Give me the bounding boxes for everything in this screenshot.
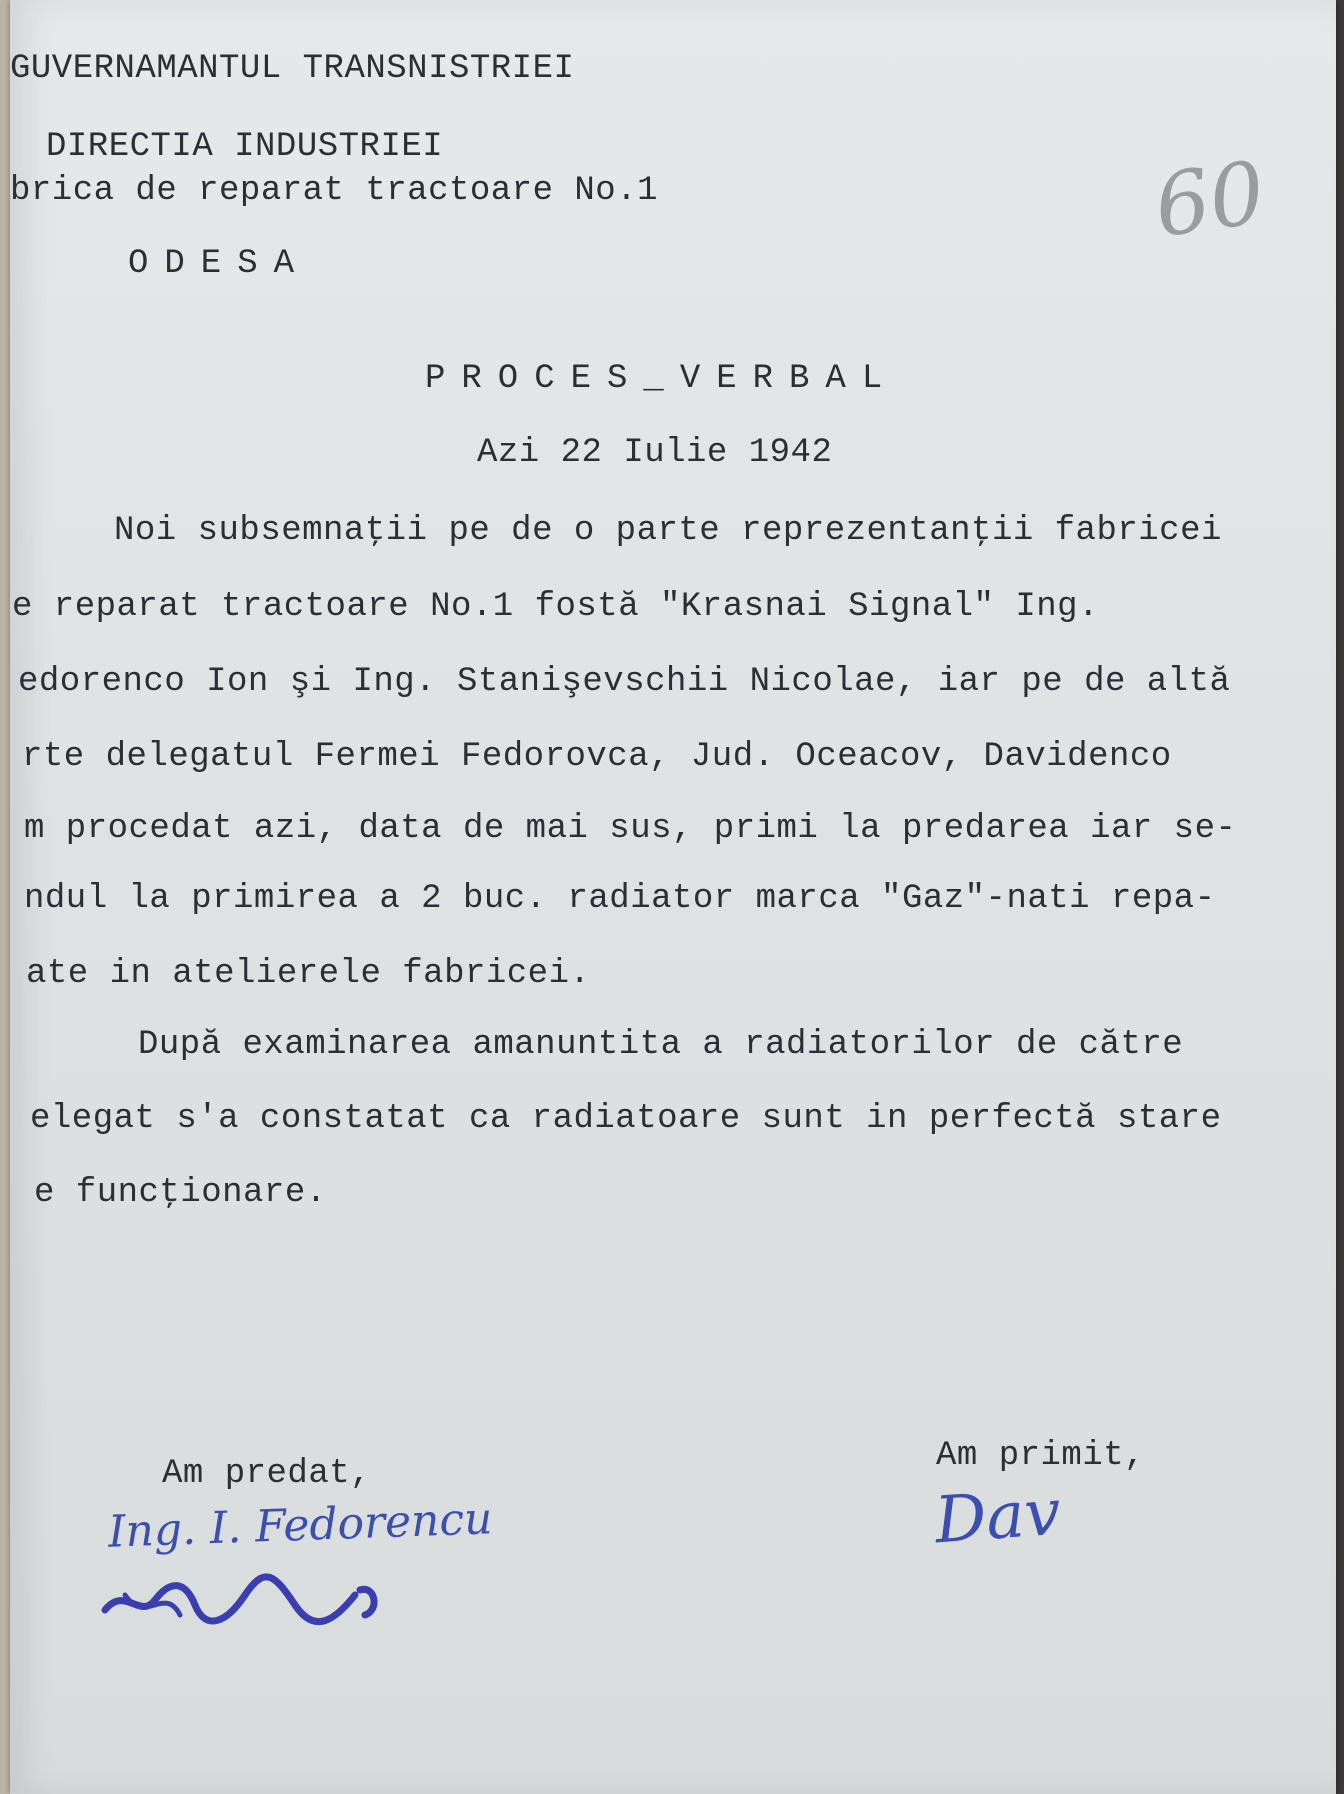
document-page	[10, 0, 1336, 1794]
body-line: ate in atelierele fabricei.	[26, 955, 591, 993]
received-label: Am primit,	[936, 1437, 1146, 1475]
body-line: Noi subsemnaţii pe de o parte reprezentanţii fabricei	[114, 512, 1222, 550]
header-factory: brica de reparat tractoare No.1	[10, 172, 659, 210]
header-government: GUVERNAMANTUL TRANSNISTRIEI	[10, 50, 575, 88]
handover-signature: Ing. I. Fedorencu	[107, 1493, 494, 1558]
body-line: e funcţionare.	[34, 1174, 327, 1212]
handover-label: Am predat,	[162, 1455, 372, 1493]
header-directorate: DIRECTIA INDUSTRIEI	[46, 128, 444, 166]
body-line: După examinarea amanuntita a radiatorilor de către	[138, 1026, 1184, 1064]
document-title: PROCES_VERBAL	[425, 360, 899, 398]
body-line: rte delegatul Fermei Fedorovca, Jud. Oceacov, Davidenco	[22, 738, 1172, 776]
page-edge-shadow	[1336, 0, 1344, 1794]
received-signature: Dav	[932, 1475, 1064, 1559]
header-city: ODESA	[128, 245, 311, 283]
body-line: elegat s'a constatat ca radiatoare sunt in perfectă stare	[30, 1100, 1222, 1138]
document-date: Azi 22 Iulie 1942	[477, 434, 833, 472]
body-line: e reparat tractoare No.1 fostă "Krasnai Signal" Ing.	[12, 588, 1099, 626]
body-line: m procedat azi, data de mai sus, primi la predarea iar se-	[24, 810, 1237, 848]
handwritten-page-number: 60	[1148, 142, 1271, 258]
body-line: edorenco Ion şi Ing. Stanişevschii Nicolae, iar pe de altă	[18, 663, 1231, 701]
ink-scribble-signature	[95, 1565, 415, 1635]
body-line: ndul la primirea a 2 buc. radiator marca "Gaz"-nati repa-	[24, 880, 1216, 918]
